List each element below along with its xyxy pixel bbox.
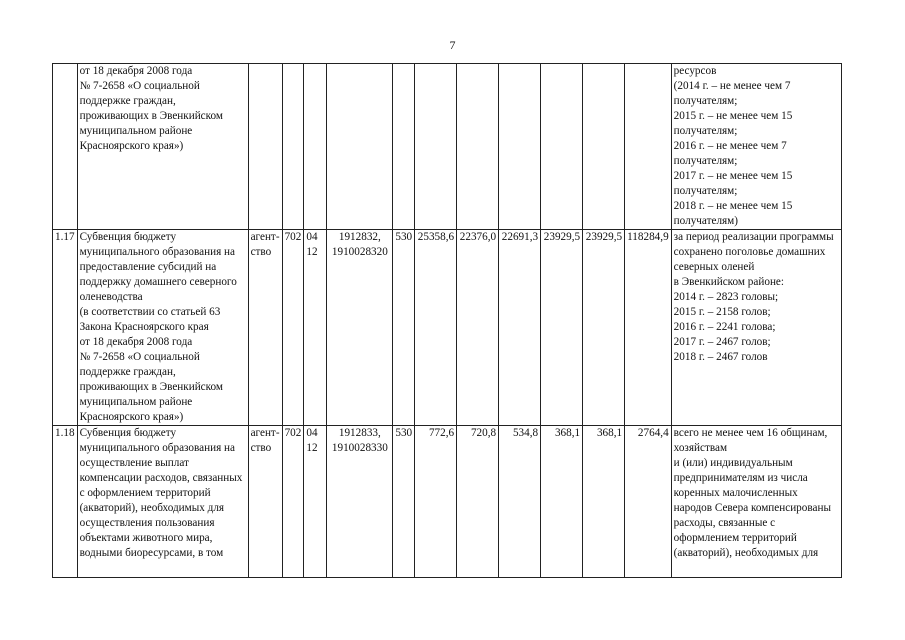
value-2016 bbox=[499, 64, 541, 230]
table-row bbox=[53, 64, 842, 230]
value-total: 118284,9 bbox=[625, 230, 672, 426]
value-2016: 22691,3 bbox=[499, 230, 541, 426]
value-2017 bbox=[541, 64, 583, 230]
rzpr-cell bbox=[304, 64, 327, 230]
grbs-cell bbox=[282, 64, 304, 230]
value-2015: 22376,0 bbox=[457, 230, 499, 426]
measure-description: Субвенция бюджету муниципального образования на осуществление выплат компенсации расходов, связанных с оформлением территорий (акваторий), необходимых для осуществления пользования объектами животного мира, водными биоресурсами, в том bbox=[77, 426, 248, 578]
row-number: 1.18 bbox=[53, 426, 78, 578]
vr-cell: 530 bbox=[393, 426, 415, 578]
executor-cell: агент-ство bbox=[248, 426, 282, 578]
rzpr-cell: 04 12 bbox=[304, 426, 327, 578]
csr-cell: 1912832, 1910028320 bbox=[327, 230, 393, 426]
value-total bbox=[625, 64, 672, 230]
value-2016: 534,8 bbox=[499, 426, 541, 578]
table-row bbox=[53, 426, 842, 578]
measure-description: Субвенция бюджету муниципального образования на предоставление субсидий на поддержку домашнего северного оленеводства (в соответствии со статьей 63 Закона Красноярского края от 18 декабря 2008 года № 7-2658 «О социальной поддержке граждан, проживающих в Эвенкийском муниципальном районе Красноярского края») bbox=[77, 230, 248, 426]
program-measures-table bbox=[52, 63, 842, 578]
expected-result: ресурсов (2014 г. – не менее чем 7 получателям; 2015 г. – не менее чем 15 получателям; 2016 г. – не менее чем 7 получателям; 2017 г. – не менее чем 15 получателям; 2018 г. – не менее чем 15 получателям) bbox=[671, 64, 841, 230]
page-number: 7 bbox=[449, 38, 456, 52]
csr-cell: 1912833, 1910028330 bbox=[327, 426, 393, 578]
measure-description: от 18 декабря 2008 года № 7-2658 «О социальной поддержке граждан, проживающих в Эвенкийском муниципальном районе Красноярского края») bbox=[77, 64, 248, 230]
grbs-cell: 702 bbox=[282, 230, 304, 426]
table-row bbox=[53, 230, 842, 426]
row-number: 1.17 bbox=[53, 230, 78, 426]
value-2014: 772,6 bbox=[415, 426, 457, 578]
value-2018 bbox=[583, 64, 625, 230]
value-2014 bbox=[415, 64, 457, 230]
row-number bbox=[53, 64, 78, 230]
expected-result: всего не менее чем 16 общинам, хозяйствам и (или) индивидуальным предпринимателям из числа коренных малочисленных народов Севера компенсированы расходы, связанные с оформлением территорий (акваторий), необходимых для bbox=[671, 426, 841, 578]
grbs-cell: 702 bbox=[282, 426, 304, 578]
rzpr-cell: 04 12 bbox=[304, 230, 327, 426]
value-2018: 23929,5 bbox=[583, 230, 625, 426]
value-2014: 25358,6 bbox=[415, 230, 457, 426]
expected-result: за период реализации программы сохранено поголовье домашних северных оленей в Эвенкийском районе: 2014 г. – 2823 головы; 2015 г. – 2158 голов; 2016 г. – 2241 голова; 2017 г. – 2467 голов; 2018 г. – 2467 голов bbox=[671, 230, 841, 426]
csr-cell bbox=[327, 64, 393, 230]
value-2015 bbox=[457, 64, 499, 230]
value-2018: 368,1 bbox=[583, 426, 625, 578]
value-2015: 720,8 bbox=[457, 426, 499, 578]
value-2017: 23929,5 bbox=[541, 230, 583, 426]
value-2017: 368,1 bbox=[541, 426, 583, 578]
value-total: 2764,4 bbox=[625, 426, 672, 578]
executor-cell: агент-ство bbox=[248, 230, 282, 426]
vr-cell bbox=[393, 64, 415, 230]
executor-cell bbox=[248, 64, 282, 230]
vr-cell: 530 bbox=[393, 230, 415, 426]
